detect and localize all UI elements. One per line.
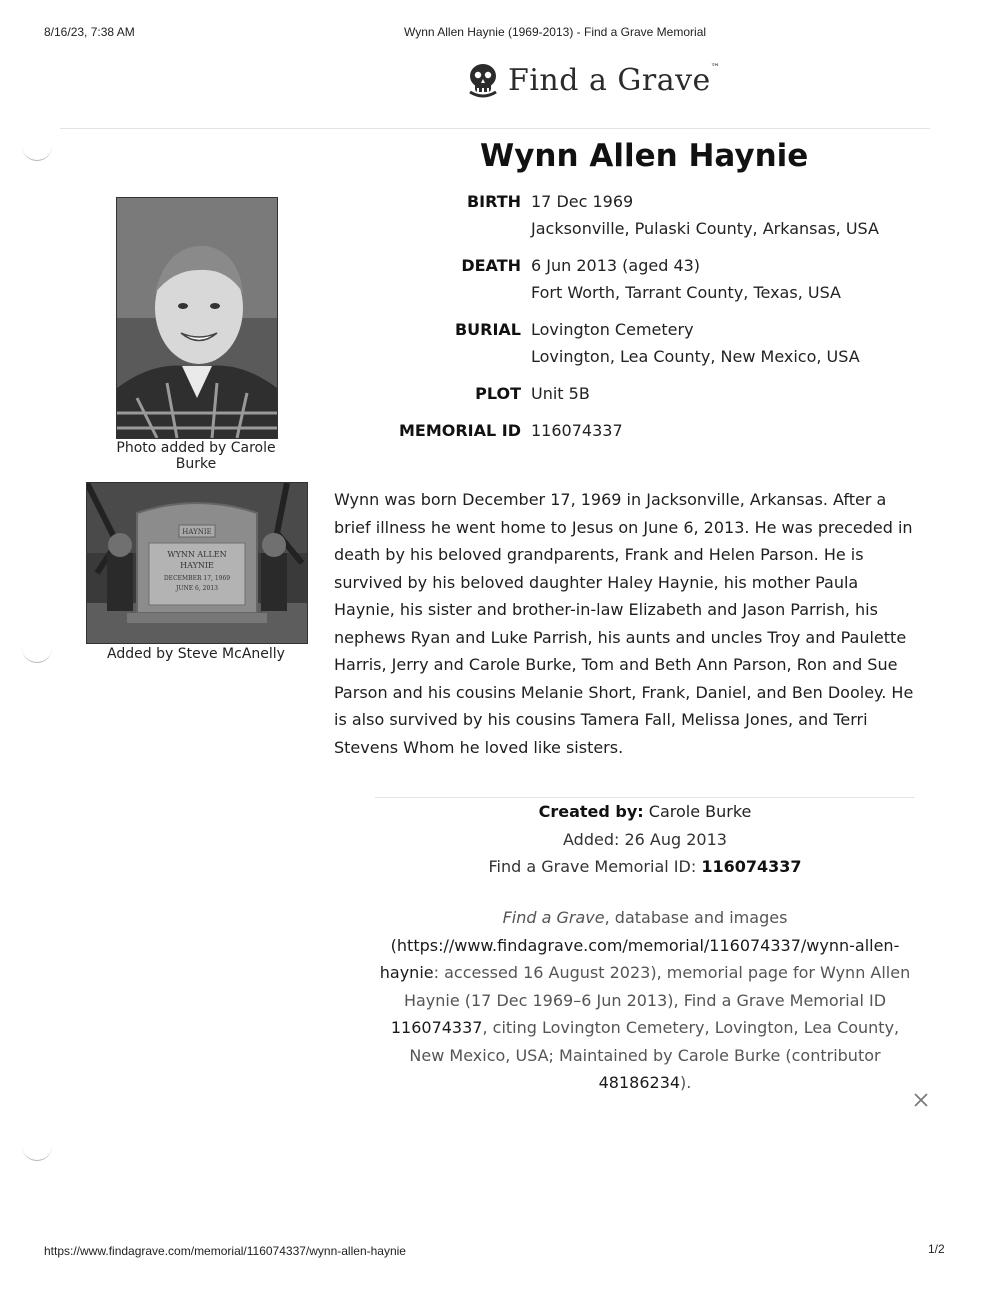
print-datetime: 8/16/23, 7:38 AM [44,25,135,39]
footer-page-number: 1/2 [928,1242,945,1256]
headstone-text-line: DECEMBER 17, 1969 [163,575,231,582]
portrait-photo[interactable] [116,197,278,439]
headstone-text-line: WYNN ALLEN [167,550,227,559]
headstone-text-line: JUNE 6, 2013 [176,585,218,592]
memorial-facts [360,188,920,454]
margin-mark [22,146,52,161]
fact-burial [360,316,920,370]
death-place[interactable]: Fort Worth, Tarrant County, Texas, USA [531,283,841,302]
headstone-family-text: HAYNIE [182,528,212,536]
fact-label: BURIAL [454,320,521,339]
memorial-bio: Wynn was born December 17, 1969 in Jacksonville, Arkansas. After a brief illness he went home to Jesus on June 6, 2013. He was preceded in death by his beloved grandparents, Frank and Helen Parson. He is survived by his beloved daughter Haley Haynie, his mother Paula Haynie, his sister and brother-in-law Elizabeth and Jason Parrish, his nephews Ryan and Luke Parrish, his aunts and uncles Troy and Paulette Harris, Jerry and Carole Burke, Tom and Beth Ann Parson, Ron and Sue Parson and his cousins Melanie Short, Frank, Daniel, and Ben Dooley. He is also survived by his cousins Tamera Fall, Melissa Jones, and Terri Stevens Whom he loved like sisters. [334,490,914,757]
memorial-id-value: 116074337 [531,421,623,440]
logo-text: Find a Grave™ [508,62,721,98]
death-date: 6 Jun 2013 (aged 43) [531,256,701,275]
birth-date: 17 Dec 1969 [531,192,634,211]
skull-logo-icon [466,62,500,98]
citation-site: Find a Grave [502,908,605,927]
close-icon[interactable] [911,1090,931,1110]
header-divider [60,128,930,129]
margin-mark [22,648,52,663]
cemetery-name[interactable]: Lovington Cemetery [531,320,694,339]
memorial-id-bold: 116074337 [701,857,802,876]
fact-label: PLOT [475,384,521,403]
margin-mark [22,1146,52,1161]
memorial-id-line: Find a Grave Memorial ID: 116074337 [488,857,802,876]
created-by-name[interactable]: Carole Burke [648,802,752,821]
cemetery-location[interactable]: Lovington, Lea County, New Mexico, USA [531,347,860,366]
memorial-name: Wynn Allen Haynie [480,138,809,174]
headstone-text-line: HAYNIE [180,561,214,570]
fact-plot [360,380,920,407]
portrait-image [117,198,277,438]
birth-place[interactable]: Jacksonville, Pulaski County, Arkansas, USA [531,219,879,238]
headstone-caption[interactable]: Added by Steve McAnelly [107,646,285,662]
citation-block: Find a Grave, database and images (https://www.findagrave.com/memorial/116074337/wynn-allen-haynie: accessed 16 August 2023), memorial page for Wynn Allen Haynie (17 Dec 1969–6 Jun 2013), Find a Grave Memorial ID 116074337, citing Lovington Cemetery, Lovington, Lea County, New Mexico, USA; Maintained by Carole Burke (contributor 48186234). [379,908,911,1092]
fact-death [360,252,920,306]
footer-url: https://www.findagrave.com/memorial/116074337/wynn-allen-haynie [44,1244,406,1258]
fact-label: DEATH [461,256,521,275]
created-by-label: Created by: [538,802,644,821]
created-by [375,798,915,826]
fact-label: MEMORIAL ID [398,421,521,440]
find-a-grave-logo[interactable] [466,58,720,102]
fact-birth [360,188,920,242]
headstone-image [87,483,307,643]
print-page-title: Wynn Allen Haynie (1969-2013) - Find a Grave Memorial [404,25,707,39]
added-date: Added: 26 Aug 2013 [563,829,727,849]
headstone-photo[interactable] [86,482,308,644]
citation-url[interactable]: (https://www.findagrave.com/memorial/116074337/wynn-allen-haynie [379,935,900,982]
close-icon-glyph [911,1090,931,1110]
fact-label: BIRTH [466,192,521,211]
portrait-caption[interactable]: Photo added by Carole Burke [116,440,276,472]
citation-contributor[interactable]: 48186234 [598,1073,681,1092]
plot-value: Unit 5B [531,384,590,403]
citation-id: 116074337 [390,1018,483,1037]
fact-memorial-id [360,417,920,444]
credits-block [375,798,915,881]
